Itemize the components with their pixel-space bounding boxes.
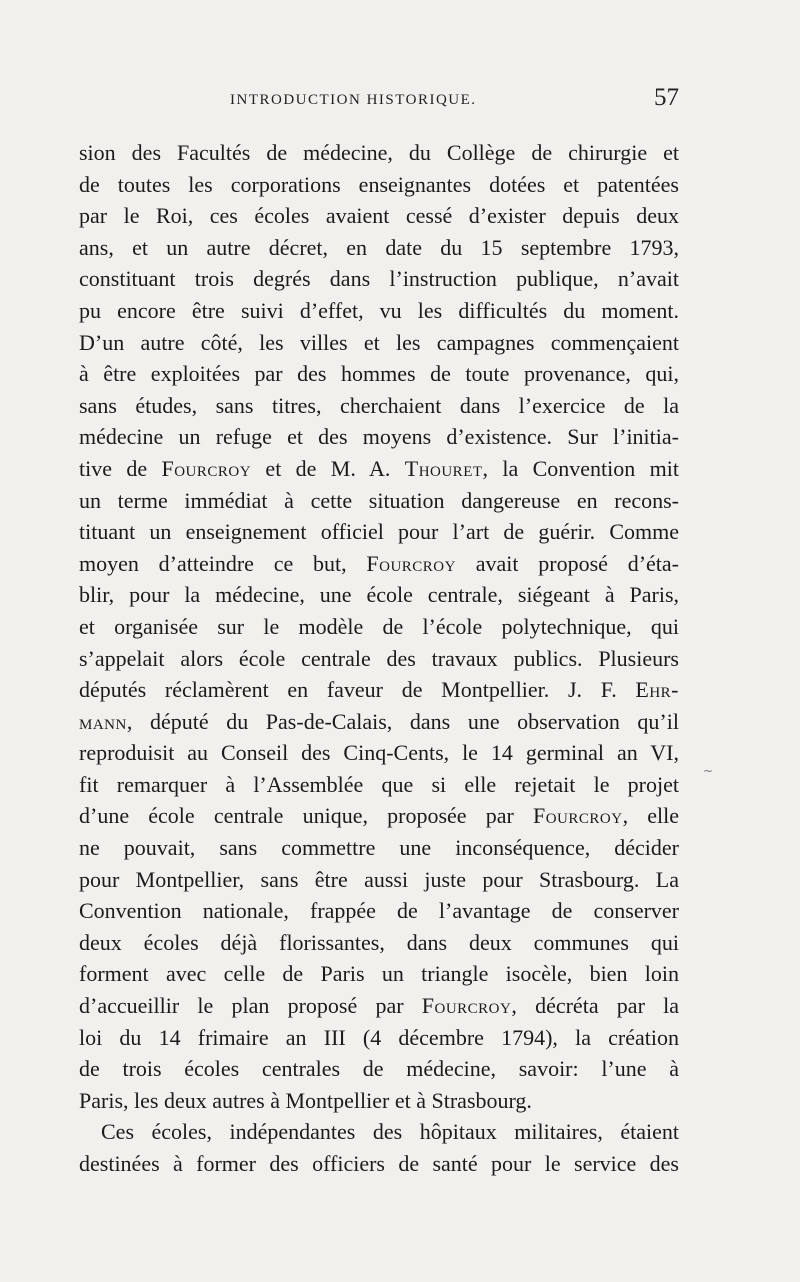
text-line: de trois écoles centrales de médecine, savoir: l’une à [79,1056,679,1082]
text-line: destinées à former des officiers de santé pour le service des [79,1151,679,1176]
text-line: blir, pour la médecine, une école centrale, siégeant à Paris, [79,582,679,608]
text-line: ne pouvait, sans commettre une inconséquence, décider [79,835,679,861]
text-line: tituant un enseignement officiel pour l’art de guérir. Comme [79,519,679,545]
body-text [79,137,679,1180]
text-line: députés réclamèrent en faveur de Montpellier. J. F. Ehr- [79,677,679,703]
text-line: médecine un refuge et des moyens d’existence. Sur l’initia- [79,424,679,450]
text-line: pour Montpellier, sans être aussi juste pour Strasbourg. La [79,866,679,892]
text-line: sans études, sans titres, cherchaient dans l’exercice de la [79,392,679,418]
text-line: de toutes les corporations enseignantes dotées et patentées [79,171,679,197]
text-line: loi du 14 frimaire an III (4 décembre 1794), la création [79,1024,679,1050]
text-line: ans, et un autre décret, en date du 15 septembre 1793, [79,234,679,260]
text-line: un terme immédiat à cette situation dangereuse en recons- [79,487,679,513]
text-line: et organisée sur le modèle de l’école polytechnique, qui [79,613,679,639]
text-line: par le Roi, ces écoles avaient cessé d’exister depuis deux [79,203,679,229]
text-line: fit remarquer à l’Assemblée que si elle rejetait le projet [79,771,679,797]
text-line: s’appelait alors école centrale des travaux publics. Plusieurs [79,645,679,671]
text-line: constituant trois degrés dans l’instruction publique, n’avait [79,266,679,292]
text-line: à être exploitées par des hommes de toute provenance, qui, [79,361,679,387]
catchword-mark-icon: ~ [703,764,714,778]
text-line: Paris, les deux autres à Montpellier et à Strasbourg. [79,1087,532,1113]
running-title: INTRODUCTION HISTORIQUE. [230,92,477,108]
text-line: D’un autre côté, les villes et les campagnes commençaient [79,329,679,355]
text-line: Ces écoles, indépendantes des hôpitaux militaires, étaient [101,1119,679,1145]
text-line: mann, député du Pas-de-Calais, dans une observation qu’il [79,708,679,734]
text-line: reproduisit au Conseil des Cinq-Cents, le 14 germinal an VI, [79,740,679,766]
text-line: deux écoles déjà florissantes, dans deux communes qui [79,929,679,955]
text-line: moyen d’atteindre ce but, Fourcroy avait proposé d’éta- [79,550,679,576]
page-number: 57 [654,84,679,111]
text-line: Convention nationale, frappée de l’avantage de conserver [79,898,679,924]
text-line: forment avec celle de Paris un triangle isocèle, bien loin [79,961,679,987]
text-line: sion des Facultés de médecine, du Collège de chirurgie et [79,140,679,165]
text-line: pu encore être suivi d’effet, vu les difficultés du moment. [79,297,679,323]
text-line: d’une école centrale unique, proposée par Fourcroy, elle [79,803,679,829]
text-line: d’accueillir le plan proposé par Fourcroy, décréta par la [79,993,679,1019]
text-line: tive de Fourcroy et de M. A. Thouret, la Convention mit [79,455,679,481]
